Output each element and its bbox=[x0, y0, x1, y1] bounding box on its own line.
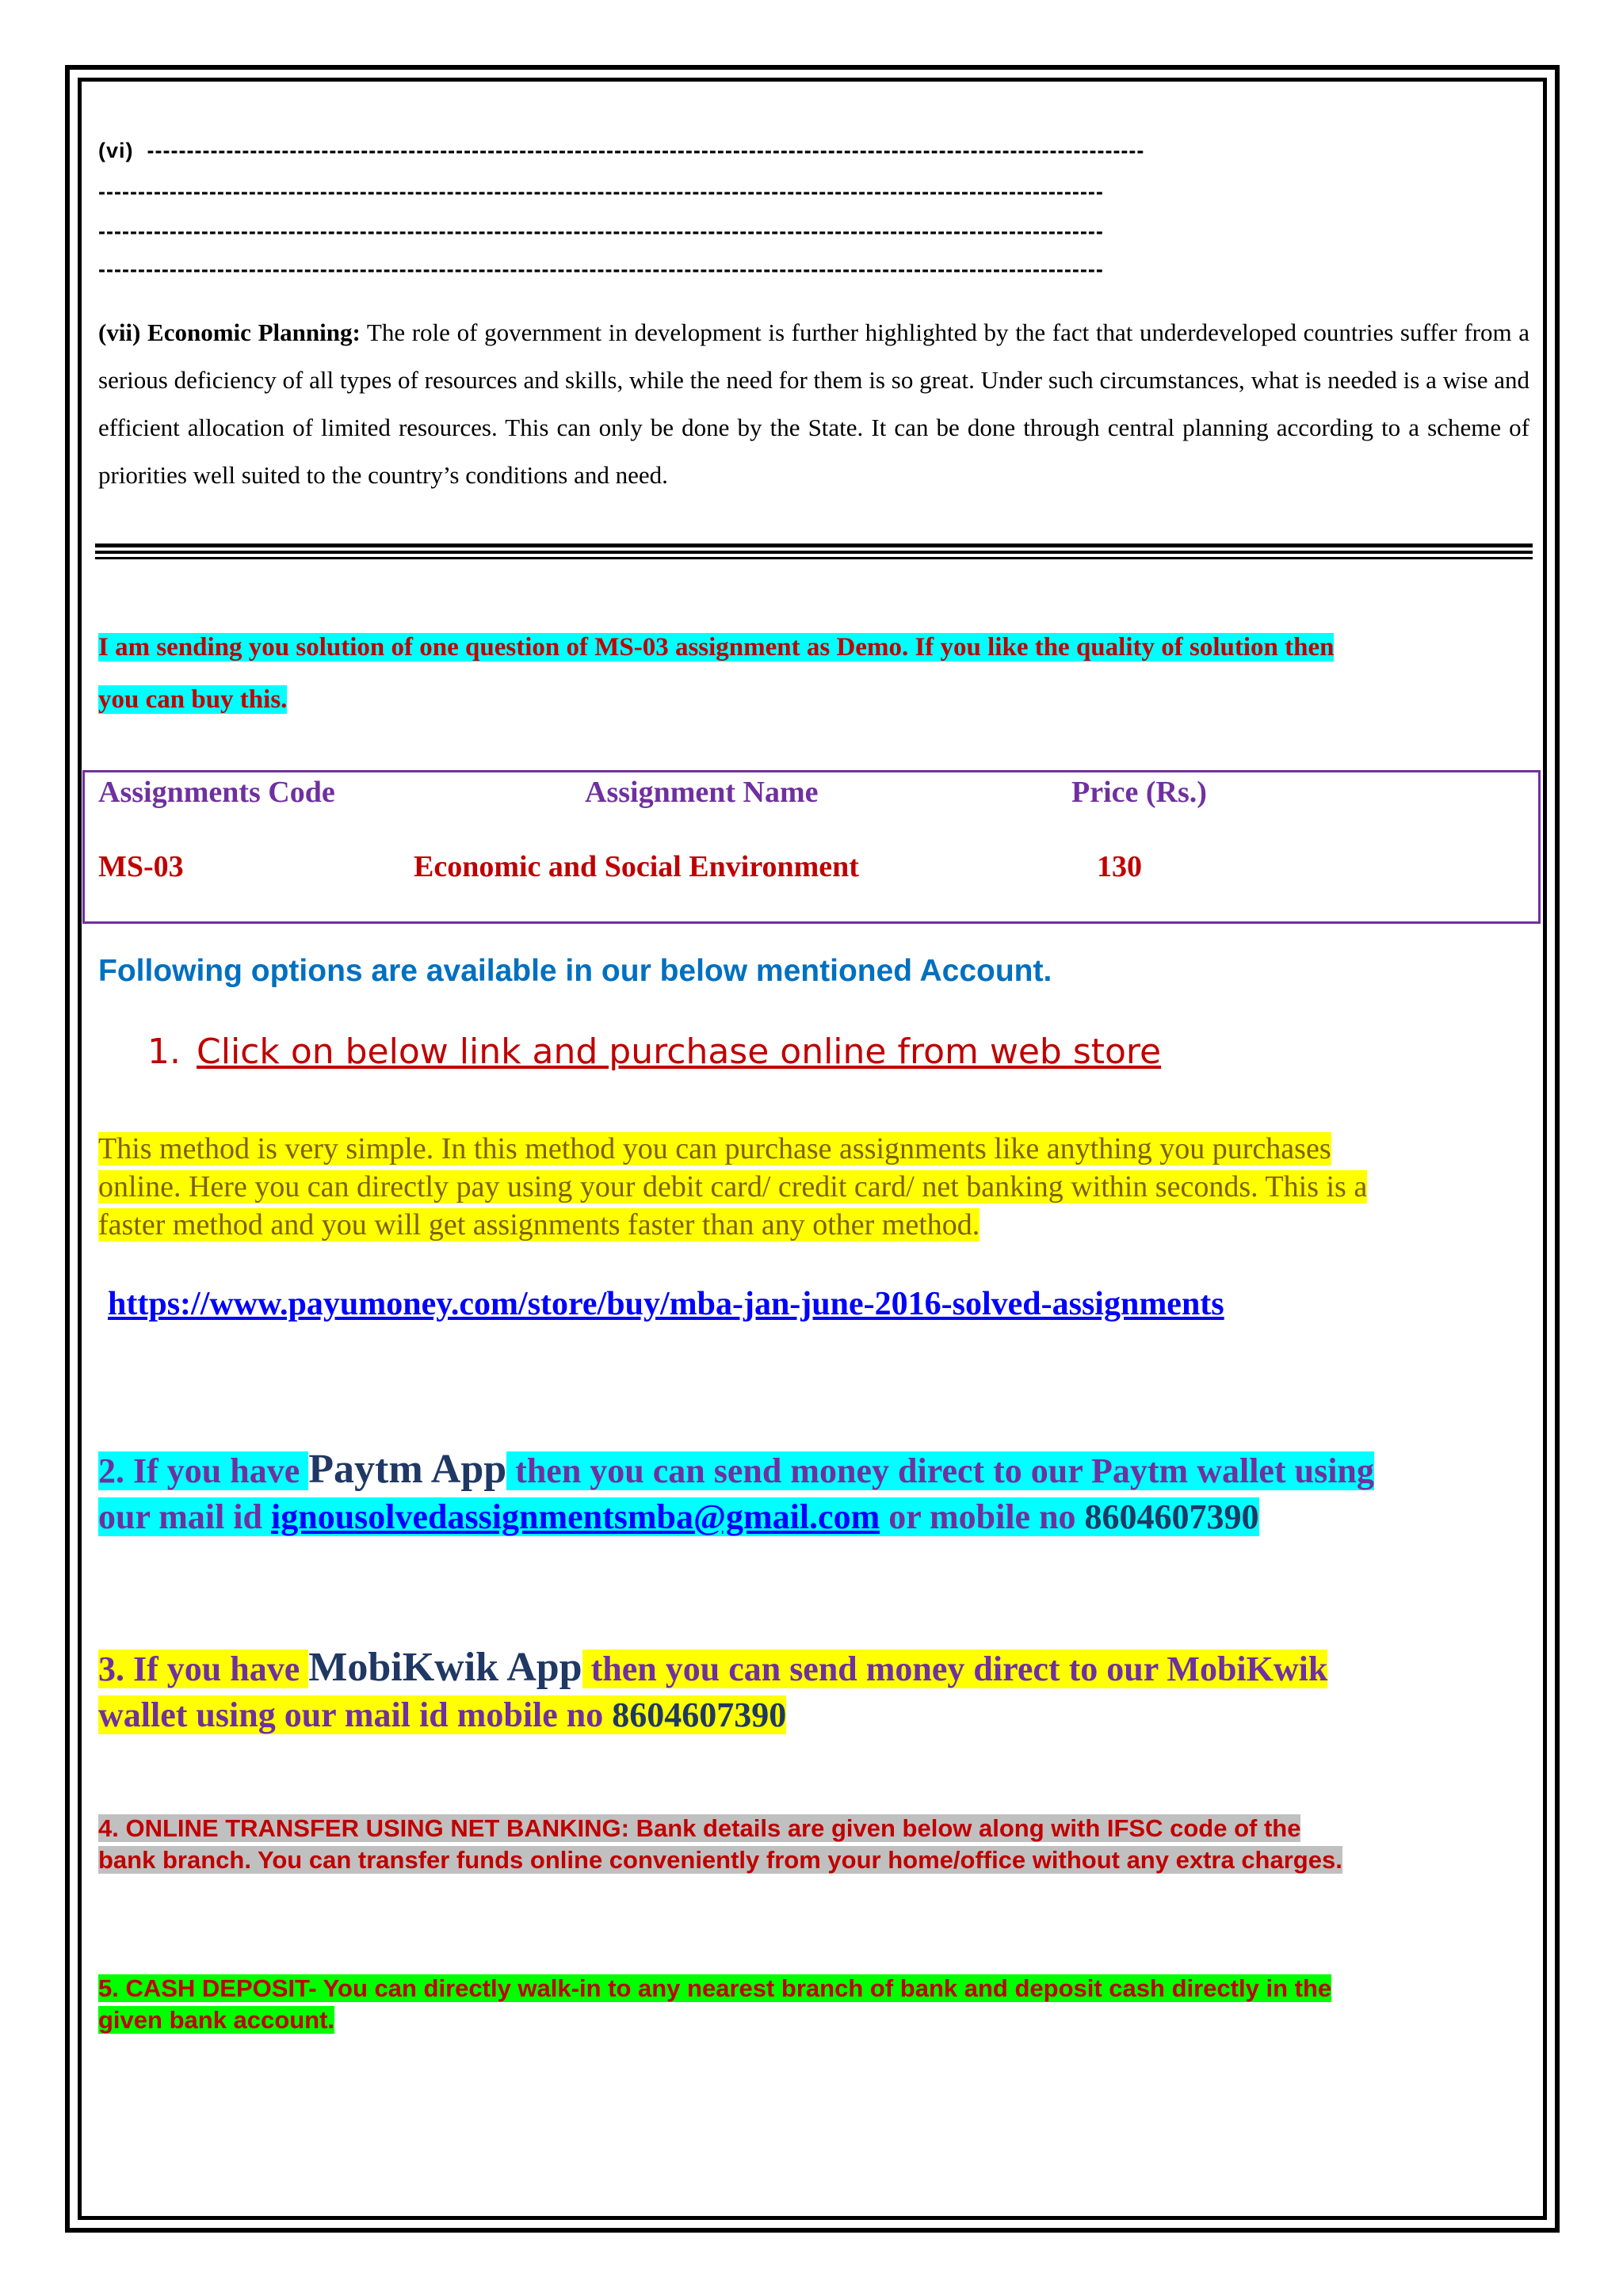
option-3-line-2-start: wallet using our mail id mobile no bbox=[98, 1695, 613, 1734]
option-2-prefix: 2. If you have bbox=[98, 1451, 309, 1490]
payumoney-store-url[interactable]: https://www.payumoney.com/store/buy/mba-jan-june-2016-solved-assignments bbox=[108, 1286, 1224, 1322]
section-vi-line-4: ------------------------------------------------------------------------------------------------------------------------------- bbox=[98, 257, 1104, 281]
option-5-line-1-rest: You can directly walk-in to any nearest branch of bank and deposit cash directly in the bbox=[316, 1974, 1332, 2002]
demo-notice bbox=[98, 621, 1533, 726]
demo-notice-line-2: you can buy this. bbox=[98, 685, 288, 714]
option-5-line-2: given bank account. bbox=[98, 2006, 335, 2034]
section-vii-body: The role of government in development is further highlighted by the fact that underdeveloped countries suffer from a serious deficiency of all types of resources and skills, while the need for them is so great. Under such circumstances, what is needed is a wise and efficient allocation of limited resources. This can only be done by the State. It can be done through central planning according to a scheme of priorities well suited to the country’s conditions and need. bbox=[98, 318, 1529, 489]
option-4-line-1-rest: Bank details are given below along with IFSC code of the bbox=[628, 1814, 1301, 1842]
section-vi-line-3: ------------------------------------------------------------------------------------------------------------------------------- bbox=[98, 219, 1104, 243]
option-3-mobikwik bbox=[98, 1645, 1541, 1738]
paytm-email-link[interactable]: ignousolvedassignmentsmba@gmail.com bbox=[271, 1497, 880, 1536]
option-2-line-1-rest: then you can send money direct to our Paytm wallet using bbox=[506, 1451, 1374, 1490]
section-vii-paragraph bbox=[98, 309, 1529, 499]
option-2-line-2-start: our mail id bbox=[98, 1497, 272, 1536]
separator-line-2 bbox=[95, 551, 1533, 554]
option-5-heading: 5. CASH DEPOSIT- bbox=[98, 1974, 317, 2002]
option-1-description-line-1: This method is very simple. In this method you can purchase assignments like anything you purchases bbox=[98, 1132, 1331, 1165]
option-1-description-line-3: faster method and you will get assignments faster than any other method. bbox=[98, 1208, 980, 1241]
mobikwik-app-name: MobiKwik App bbox=[308, 1645, 582, 1690]
option-1-description-line-2: online. Here you can directly pay using your debit card/ credit card/ net banking within seconds. This is a bbox=[98, 1170, 1368, 1203]
demo-notice-line-1: I am sending you solution of one question of MS-03 assignment as Demo. If you like the quality of solution then bbox=[98, 633, 1335, 662]
paytm-mobile-number: 8604607390 bbox=[1084, 1497, 1259, 1536]
cell-assignment-code: MS-03 bbox=[98, 850, 184, 883]
option-3-line-1-rest: then you can send money direct to our MobiKwik bbox=[582, 1650, 1328, 1688]
option-1-number: 1. bbox=[147, 1032, 181, 1072]
section-vi-line-2: ------------------------------------------------------------------------------------------------------------------------------- bbox=[98, 180, 1104, 204]
separator-line-1 bbox=[95, 543, 1533, 547]
header-price: Price (Rs.) bbox=[1071, 776, 1207, 809]
paytm-app-name: Paytm App bbox=[308, 1447, 507, 1492]
option-2-paytm bbox=[98, 1447, 1541, 1540]
option-4-line-2: bank branch. You can transfer funds online conveniently from your home/office without any extra charges. bbox=[98, 1846, 1342, 1874]
option-1-store-link[interactable]: Click on below link and purchase online from web store bbox=[197, 1032, 1162, 1072]
option-1-description bbox=[98, 1130, 1525, 1244]
separator-line-3 bbox=[95, 557, 1533, 559]
section-vi-line-1: (vi) ------------------------------------------------------------------------------------------------------------------------------ bbox=[98, 139, 1145, 162]
option-4-net-banking bbox=[98, 1813, 1525, 1876]
section-vi-label: (vi) bbox=[98, 139, 134, 162]
option-3-prefix: 3. If you have bbox=[98, 1650, 309, 1688]
option-2-line-2-mid: or mobile no bbox=[880, 1497, 1085, 1536]
options-heading: Following options are available in our below mentioned Account. bbox=[98, 954, 1052, 988]
header-assignments-code: Assignments Code bbox=[98, 776, 335, 809]
header-assignment-name: Assignment Name bbox=[585, 776, 819, 809]
section-vii-heading: (vii) Economic Planning: bbox=[98, 318, 361, 346]
option-4-heading: 4. ONLINE TRANSFER USING NET BANKING: bbox=[98, 1814, 629, 1842]
option-5-cash-deposit bbox=[98, 1973, 1525, 2036]
cell-price: 130 bbox=[1097, 850, 1142, 883]
mobikwik-mobile-number: 8604607390 bbox=[612, 1695, 787, 1734]
cell-assignment-name: Economic and Social Environment bbox=[414, 850, 859, 883]
